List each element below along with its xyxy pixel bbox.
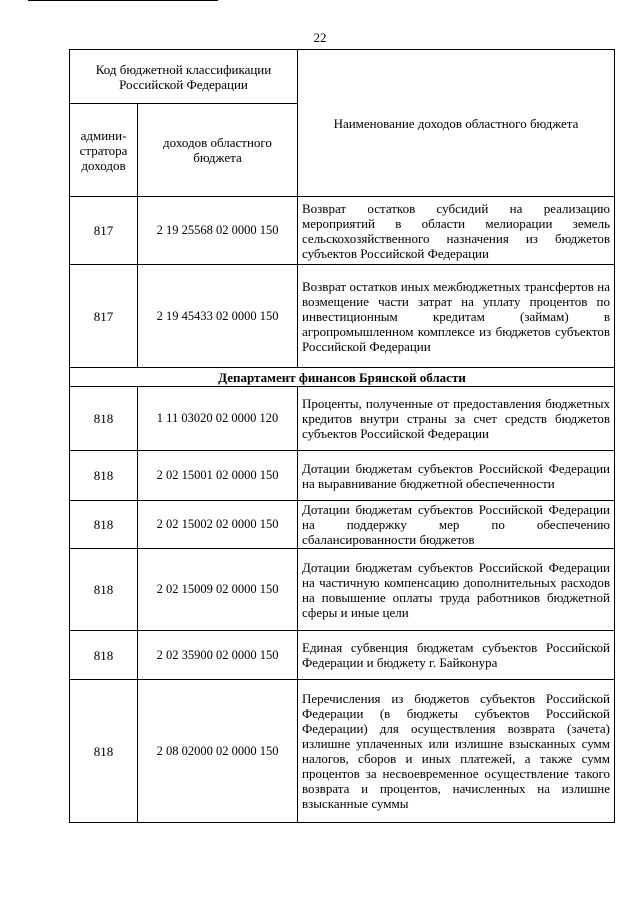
table-row bbox=[70, 387, 615, 451]
income-name-cell: Проценты, полученные от предоставления бюджетных кредитов внутри страны за счет средств бюджетов субъектов Российской Федерации bbox=[298, 387, 615, 451]
admin-code-cell: 818 bbox=[70, 680, 138, 823]
income-name-cell: Дотации бюджетам субъектов Российской Федерации на поддержку мер по обеспечению сбалансированности бюджетов bbox=[298, 501, 615, 549]
income-code-cell: 1 11 03020 02 0000 120 bbox=[138, 387, 298, 451]
header-row-top bbox=[70, 50, 615, 104]
budget-classification-table bbox=[69, 49, 615, 823]
income-code-cell: 2 02 35900 02 0000 150 bbox=[138, 631, 298, 680]
admin-code-cell: 817 bbox=[70, 197, 138, 265]
income-column-header: доходов областного бюджета bbox=[138, 104, 298, 197]
admin-code-cell: 818 bbox=[70, 631, 138, 680]
admin-code-cell: 818 bbox=[70, 451, 138, 501]
table-row bbox=[70, 631, 615, 680]
income-name-cell: Единая субвенция бюджетам субъектов Российской Федерации и бюджету г. Байконура bbox=[298, 631, 615, 680]
income-name-cell: Возврат остатков субсидий на реализацию мероприятий в области мелиорации земель сельскохозяйственного назначения из бюджетов субъектов Российской Федерации bbox=[298, 197, 615, 265]
table-row bbox=[70, 265, 615, 368]
income-code-cell: 2 19 45433 02 0000 150 bbox=[138, 265, 298, 368]
admin-code-cell: 818 bbox=[70, 549, 138, 631]
top-rule bbox=[28, 0, 218, 1]
income-code-cell: 2 02 15002 02 0000 150 bbox=[138, 501, 298, 549]
admin-column-header: админи-стратора доходов bbox=[70, 104, 138, 197]
income-name-cell: Возврат остатков иных межбюджетных трансфертов на возмещение части затрат на уплату процентов по инвестиционным кредитам (займам) в агропромышленном комплексе из бюджетов субъектов Российской Федерации bbox=[298, 265, 615, 368]
admin-code-cell: 817 bbox=[70, 265, 138, 368]
admin-code-cell: 818 bbox=[70, 501, 138, 549]
income-code-cell: 2 08 02000 02 0000 150 bbox=[138, 680, 298, 823]
income-code-cell: 2 19 25568 02 0000 150 bbox=[138, 197, 298, 265]
section-heading-row bbox=[70, 368, 615, 387]
table-row bbox=[70, 549, 615, 631]
code-group-header: Код бюджетной классификации Российской Федерации bbox=[70, 50, 298, 104]
page-number: 22 bbox=[313, 30, 327, 45]
income-name-cell: Дотации бюджетам субъектов Российской Федерации на частичную компенсацию дополнительных расходов на повышение оплаты труда работников бюджетной сферы и иные цели bbox=[298, 549, 615, 631]
income-code-cell: 2 02 15009 02 0000 150 bbox=[138, 549, 298, 631]
income-code-cell: 2 02 15001 02 0000 150 bbox=[138, 451, 298, 501]
section-heading: Департамент финансов Брянской области bbox=[70, 368, 615, 387]
table-row bbox=[70, 501, 615, 549]
table-row bbox=[70, 197, 615, 265]
income-name-cell: Перечисления из бюджетов субъектов Российской Федерации (в бюджеты субъектов Российской Федерации) для осуществления возврата (зачета) излишне уплаченных или излишне взысканных сумм налогов, сборов и иных платежей, а также сумм процентов за несвоевременное осуществление такого возврата и процентов, начисленных на излишне взысканные суммы bbox=[298, 680, 615, 823]
name-column-header: Наименование доходов областного бюджета bbox=[298, 50, 615, 197]
income-name-cell: Дотации бюджетам субъектов Российской Федерации на выравнивание бюджетной обеспеченности bbox=[298, 451, 615, 501]
admin-code-cell: 818 bbox=[70, 387, 138, 451]
table-row bbox=[70, 451, 615, 501]
table-row bbox=[70, 680, 615, 823]
